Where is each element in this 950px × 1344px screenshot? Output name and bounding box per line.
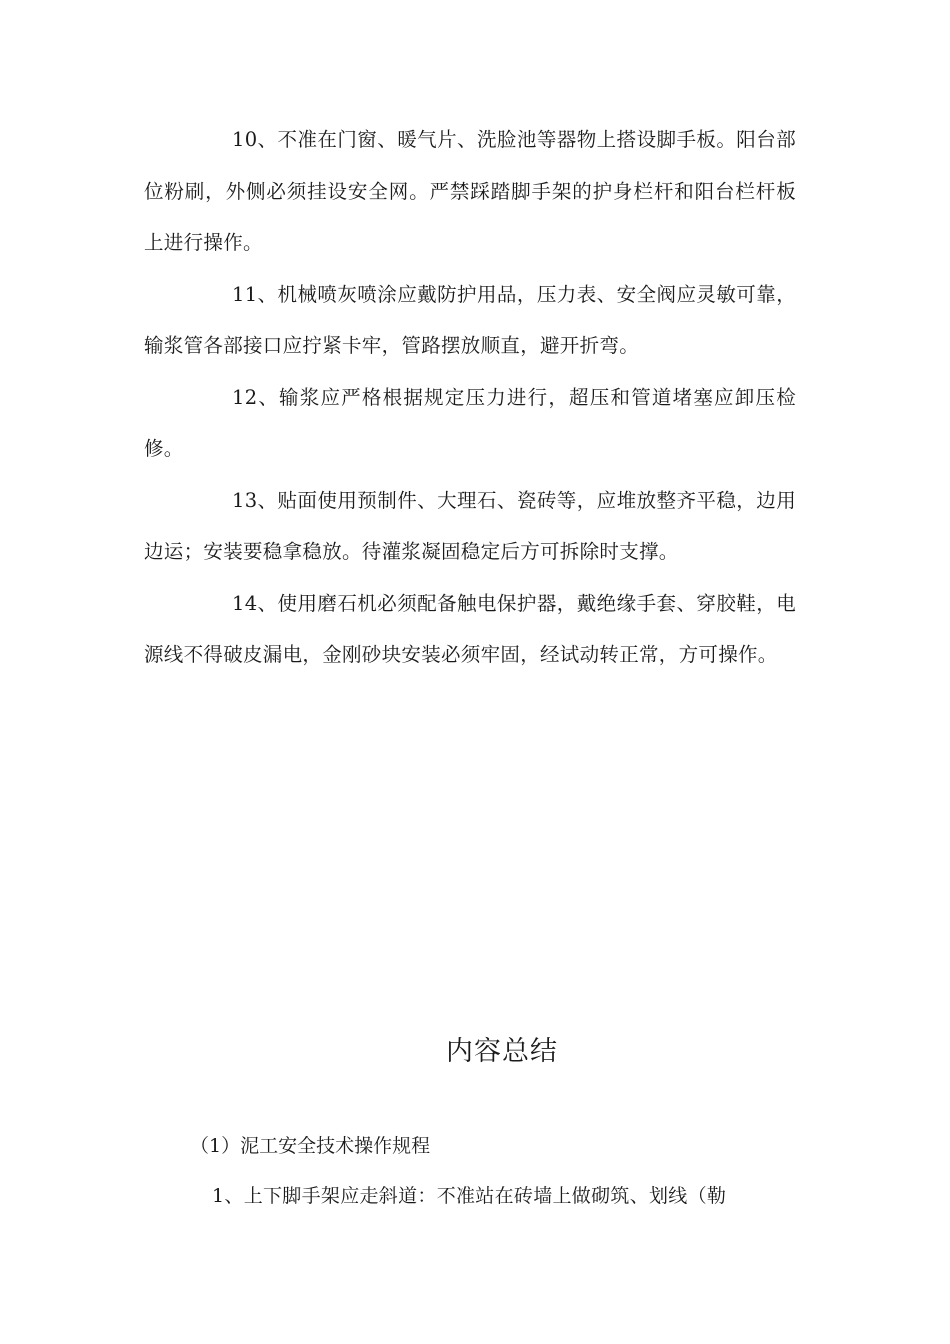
paragraph-12: 12、输浆应严格根据规定压力进行，超压和管道堵塞应卸压检修。 — [144, 385, 796, 460]
summary-first-line: 1、上下脚手架应走斜道：不准站在砖墙上做砌筑、划线（勒 — [212, 1185, 727, 1207]
paragraph-13: 13、贴面使用预制件、大理石、瓷砖等，应堆放整齐平稳，边用边运；安装要稳拿稳放。待灌浆凝固稳定后方可拆除时支撑。 — [144, 488, 796, 563]
summary-title: 内容总结 — [446, 1036, 558, 1067]
paragraph-11: 11、机械喷灰喷涂应戴防护用品，压力表、安全阀应灵敏可靠，输浆管各部接口应拧紧卡牢，管路摆放顺直，避开折弯。 — [144, 282, 796, 357]
summary-subtitle: （1）泥工安全技术操作规程 — [190, 1135, 431, 1157]
paragraph-10: 10、不准在门窗、暖气片、洗脸池等器物上搭设脚手板。阳台部位粉刷，外侧必须挂设安全网。严禁踩踏脚手架的护身栏杆和阳台栏杆板上进行操作。 — [144, 128, 796, 254]
paragraph-14: 14、使用磨石机必须配备触电保护器，戴绝缘手套、穿胶鞋，电源线不得破皮漏电，金刚砂块安装必须牢固，经试动转正常，方可操作。 — [144, 591, 796, 666]
body-text — [144, 114, 796, 681]
